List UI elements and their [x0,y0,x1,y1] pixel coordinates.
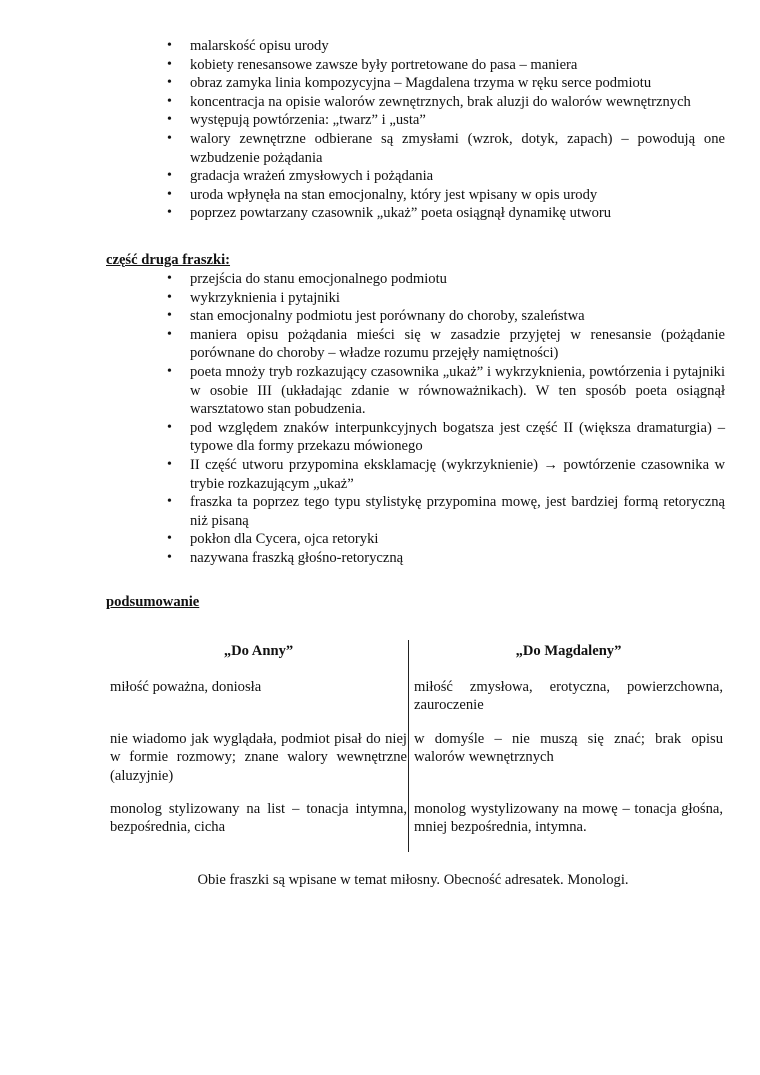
list-item [165,493,725,530]
part2-heading: część druga fraszki: [106,252,231,268]
bullet-icon: • [167,326,172,342]
bullet-icon: • [167,456,172,472]
list-item-text: II część utworu przypomina eksklamację (wykrzyknienie) → powtórzenie czasownika w trybie rozkazującym „ukaż” [190,456,725,492]
bullet-icon: • [167,271,172,286]
closing-sentence: Obie fraszki są wpisane w temat miłosny. Obecność adresatek. Monologi. [197,872,629,888]
list-item [165,93,725,112]
column-divider [408,640,409,852]
bullet-icon: • [167,168,172,184]
table-cell: monolog wystylizowany na mowę – tonacja głośna, mniej bezpośrednia, intymna. [414,801,723,836]
list-item [165,270,725,289]
bullet-icon: • [167,130,172,146]
part1-bullet-list [165,37,725,223]
list-item-text: obraz zamyka linia kompozycyjna – Magdalena trzyma w ręku serce podmiotu [190,75,652,92]
list-item-text: wykrzyknienia i pytajniki [190,289,340,306]
table-cell: miłość poważna, doniosła [110,679,262,695]
list-item [165,56,725,75]
list-item [165,326,725,363]
list-item [165,37,725,56]
bullet-icon: • [167,531,172,547]
list-item-text: występują powtórzenia: „twarz” i „usta” [190,112,426,129]
bullet-icon: • [167,205,172,221]
list-item-text: koncentracja na opisie walorów zewnętrznych, brak aluzji do walorów wewnętrznych [190,93,691,110]
list-item [165,419,725,456]
list-item-text: pod względem znaków interpunkcyjnych bogatsza jest część II (większa dramaturgia) – typowe dla formy przekazu mówionego [190,419,725,455]
list-item-text: przejścia do stanu emocjonalnego podmiotu [190,271,447,287]
bullet-icon: • [167,56,172,72]
bullet-icon: • [167,112,172,128]
column-header: „Do Anny” [223,643,294,659]
list-item [165,456,725,493]
bullet-icon: • [167,38,172,53]
list-item-text: fraszka ta poprzez tego typu stylistykę przypomina mowę, jest bardziej formą retoryczną niż pisaną [190,494,725,529]
list-item [165,289,725,308]
list-item [165,74,725,93]
list-item [165,363,725,419]
table-cell: miłość zmysłowa, erotyczna, powierzchowna, zauroczenie [414,679,723,714]
list-item [165,549,725,568]
part2-bullet-list [165,270,725,568]
bullet-icon: • [167,419,172,435]
bullet-icon: • [167,93,172,109]
list-item-text: uroda wpłynęła na stan emocjonalny, który jest wpisany w opis urody [190,186,598,203]
list-item-text: poeta mnoży tryb rozkazujący czasownika „ukaż” i wykrzyknienia, powtórzenia i pytajniki w osobie III (układając zdanie w równoważnikach). W ten sposób poeta osiągnął warsztatowo stan pobudzenia. [190,363,725,418]
list-item-text: malarskość opisu urody [190,38,329,54]
summary-heading: podsumowanie [106,594,200,610]
list-item [165,167,725,186]
list-item [165,530,725,549]
list-item [165,204,725,223]
bullet-icon: • [167,494,172,510]
list-item-text: walory zewnętrzne odbierane są zmysłami (wzrok, dotyk, zapach) – powodują one wzbudzenie pożądania [190,130,725,166]
list-item-text: pokłon dla Cycera, ojca retoryki [190,531,379,548]
list-item [165,186,725,205]
list-item-text: nazywana fraszką głośno-retoryczną [190,549,404,566]
list-item-text: poprzez powtarzany czasownik „ukaż” poeta osiągnął dynamikę utworu [190,205,612,222]
list-item-text: maniera opisu pożądania mieści się w zasadzie przyjętej w renesansie (pożądanie porównane do choroby – władze rozumu przejęły namiętności) [190,326,725,362]
list-item [165,307,725,326]
column-header: „Do Magdaleny” [515,643,622,659]
table-cell: monolog stylizowany na list – tonacja intymna, bezpośrednia, cicha [110,801,407,836]
list-item [165,130,725,167]
bullet-icon: • [167,75,172,91]
list-item [165,111,725,130]
table-cell: w domyśle – nie muszą się znać; brak opisu walorów wewnętrznych [414,731,723,766]
list-item-text: gradacja wrażeń zmysłowych i pożądania [190,168,434,185]
comparison-table [107,640,725,852]
bullet-icon: • [167,549,172,565]
bullet-icon: • [167,289,172,305]
list-item-text: stan emocjonalny podmiotu jest porównany do choroby, szaleństwa [190,308,585,325]
list-item-text: kobiety renesansowe zawsze były portretowane do pasa – maniera [190,56,578,73]
bullet-icon: • [167,308,172,324]
bullet-icon: • [167,363,172,379]
bullet-icon: • [167,186,172,202]
table-cell: nie wiadomo jak wyglądała, podmiot pisał do niej w formie rozmowy; znane walory wewnętrzne (aluzyjnie) [110,731,407,784]
